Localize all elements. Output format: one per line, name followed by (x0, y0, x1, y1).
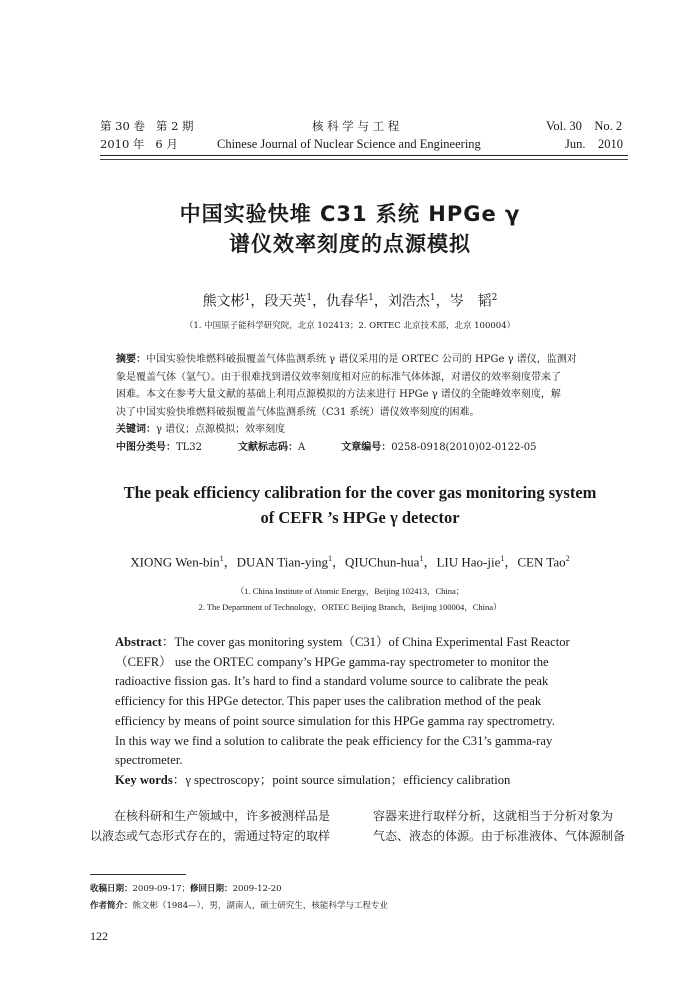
author-cn-5: 岑 韬 (449, 293, 492, 310)
body-right-column (373, 806, 633, 846)
revised-value: 2009-12-20 (232, 884, 282, 894)
abstract-en-line4: efficiency for this HPGe detector. This paper uses the calibration method of the peak (115, 694, 542, 709)
header-rule-thick (100, 155, 628, 156)
article-no-value: 0258-0918(2010)02-0122-05 (391, 441, 537, 453)
abstract-cn-line4: 决了中国实验快堆燃料破损覆盖气体监测系统（C31 系统）谱仪效率刻度的困难。 (116, 406, 480, 418)
keywords-en (115, 771, 628, 791)
author-en-3-sup: 1 (419, 554, 424, 563)
page-number: 122 (90, 929, 108, 943)
header-vol-cn: 第 30 卷 (100, 119, 145, 133)
affiliation-en-line2: 2. The Department of Technology，ORTEC Beijing Branch，Beijing 100004，China） (198, 602, 502, 612)
title-cn-line1: 中国实验快堆 C31 系统 HPGe γ (179, 202, 521, 226)
author-cn-1: 熊文彬 (202, 293, 245, 310)
doc-code-value: A (298, 441, 306, 453)
header-issue-cn: 第 2 期 (155, 119, 194, 133)
header-month-en: Jun. (565, 137, 586, 151)
received-label: 收稿日期： (90, 884, 133, 894)
abstract-en (115, 633, 628, 791)
abstract-en-line1: The cover gas monitoring system（C31）of China Experimental Fast Reactor (174, 635, 570, 649)
author-sep: ， (332, 554, 346, 570)
header-month-cn: 6 月 (155, 137, 178, 151)
title-en-line2: of CEFR ’s HPGe γ detector (260, 508, 460, 527)
abstract-en-line6: In this way we find a solution to calibrate the peak efficiency for the C31’s gamma-ray (115, 733, 553, 748)
keywords-cn-label: 关键词： (116, 424, 156, 435)
author-en-5: CEN Tao (517, 554, 566, 570)
author-bio-label: 作者简介： (90, 901, 133, 911)
header-year-en: 2010 (598, 137, 623, 151)
author-en-2: DUAN Tian-ying (236, 554, 329, 570)
body-left-column (90, 806, 350, 846)
abstract-en-line2: （CEFR） use the ORTEC company’s HPGe gamma-ray spectrometer to monitor the (115, 654, 549, 669)
header-rule-thin (100, 159, 628, 160)
abstract-cn-label: 摘要： (116, 354, 146, 365)
author-en-4-sup: 1 (500, 554, 505, 563)
header-date-cn (100, 136, 178, 152)
abstract-en-line3: radioactive fission gas. It’s hard to find a standard volume source to calibrate the peak (115, 674, 549, 689)
revised-label: 修回日期： (190, 884, 233, 894)
keywords-en-colon: ： (172, 772, 186, 787)
abstract-cn-line (116, 351, 628, 369)
author-en-5-sup: 2 (565, 554, 570, 563)
author-cn-2: 段天英 (264, 293, 307, 310)
author-cn-5-sup: 2 (491, 293, 498, 303)
article-no-label: 文章编号： (341, 441, 392, 453)
abstract-en-line7: spectrometer. (115, 753, 183, 768)
affiliation-cn: （1. 中国原子能科学研究院，北京 102413；2. ORTEC 北京技术部，北京 100004） (184, 321, 516, 331)
footnote-rule (90, 874, 186, 875)
title-cn-line2: 谱仪效率刻度的点源模拟 (229, 232, 471, 256)
author-sep: ， (373, 293, 388, 310)
author-sep: ， (423, 554, 437, 570)
affiliation-en-line1: （1. China Institute of Atomic Energy，Beijing 102413，China； (235, 586, 465, 596)
author-en-1-sup: 1 (219, 554, 224, 563)
clc-value: TL32 (176, 441, 203, 453)
keywords-cn (116, 421, 628, 439)
author-bio-value: 熊文彬（1984—），男，湖南人，硕士研究生，核能科学与工程专业 (132, 901, 388, 911)
author-cn-4: 刘浩杰 (387, 293, 430, 310)
author-en-2-sup: 1 (328, 554, 333, 563)
keywords-en-label: Key words (115, 772, 173, 787)
authors-cn (0, 288, 700, 312)
header-issue-en: No. 2 (594, 119, 623, 133)
author-en-4: LIU Hao-jie (436, 554, 501, 570)
abstract-en-line1-row (115, 633, 628, 653)
author-cn-4-sup: 1 (429, 293, 436, 303)
abstract-en-colon: ： (161, 635, 175, 649)
header-date-en (565, 136, 623, 152)
abstract-en-line5: efficiency by means of point source simulation for this HPGe gamma ray spectrometry. (115, 713, 555, 728)
author-en-3: QIUChun-hua (345, 554, 420, 570)
footnote-author (90, 899, 388, 913)
abstract-cn-line3: 困难。本文在参考大量文献的基础上利用点源模拟的方法来进行 HPGe γ 谱仪的全能峰效率刻度，解 (116, 389, 561, 400)
clc-label: 中图分类号： (116, 441, 176, 453)
abstract-cn-line1: 中国实验快堆燃料破损覆盖气体监测系统 γ 谱仪采用的是 ORTEC 公司的 HPGe γ 谱仪，监测对 (146, 354, 577, 365)
header-year-cn: 2010 年 (100, 137, 145, 151)
author-sep: ， (312, 293, 327, 310)
body-left-line1: 在核科研和生产领域中，许多被测样品是 (114, 809, 331, 823)
header-vol-en: Vol. 30 (546, 119, 582, 133)
author-cn-3: 仇春华 (326, 293, 369, 310)
body-right-line2: 气态、液态的体源。由于标准液体、气体源制备 (373, 829, 626, 843)
keywords-en-text: γ spectroscopy；point source simulation；efficiency calibration (185, 772, 511, 787)
author-cn-1-sup: 1 (244, 293, 251, 303)
author-en-1: XIONG Wen-bin (130, 554, 220, 570)
author-cn-3-sup: 1 (368, 293, 374, 303)
author-cn-2-sup: 1 (306, 293, 313, 303)
doc-code-label: 文献标志码： (238, 441, 299, 453)
body-right-line1: 容器来进行取样分析，这就相当于分析对象为 (373, 809, 614, 823)
header-volume-en (546, 118, 622, 134)
author-sep: ， (504, 554, 518, 570)
received-value: 2009-09-17 (132, 884, 182, 894)
abstract-cn (116, 351, 628, 456)
abstract-en-label: Abstract (115, 635, 162, 649)
authors-en (0, 550, 700, 571)
body-left-line2: 以液态或气态形式存在的，需通过特定的取样 (90, 829, 331, 843)
author-sep: ， (250, 293, 265, 310)
keywords-cn-text: γ 谱仪；点源模拟；效率刻度 (156, 424, 286, 435)
author-sep: ， (435, 293, 450, 310)
title-en-line1: The peak efficiency calibration for the cover gas monitoring system (123, 483, 597, 502)
author-sep: ， (223, 554, 237, 570)
classification-line (116, 439, 628, 457)
abstract-cn-line2: 象是覆盖气体（氩气）。由于很难找到谱仪效率刻度相对应的标准气体体源，对谱仪的效率刻度带来了 (116, 371, 561, 383)
footnote-dates: 收稿日期：2009-09-17；修回日期：2009-12-20 (90, 884, 282, 894)
header-volume-cn (100, 118, 194, 134)
header-journal-cn: 核 科 学 与 工 程 (312, 119, 400, 133)
header-journal-en: Chinese Journal of Nuclear Science and Engineering (217, 137, 481, 151)
